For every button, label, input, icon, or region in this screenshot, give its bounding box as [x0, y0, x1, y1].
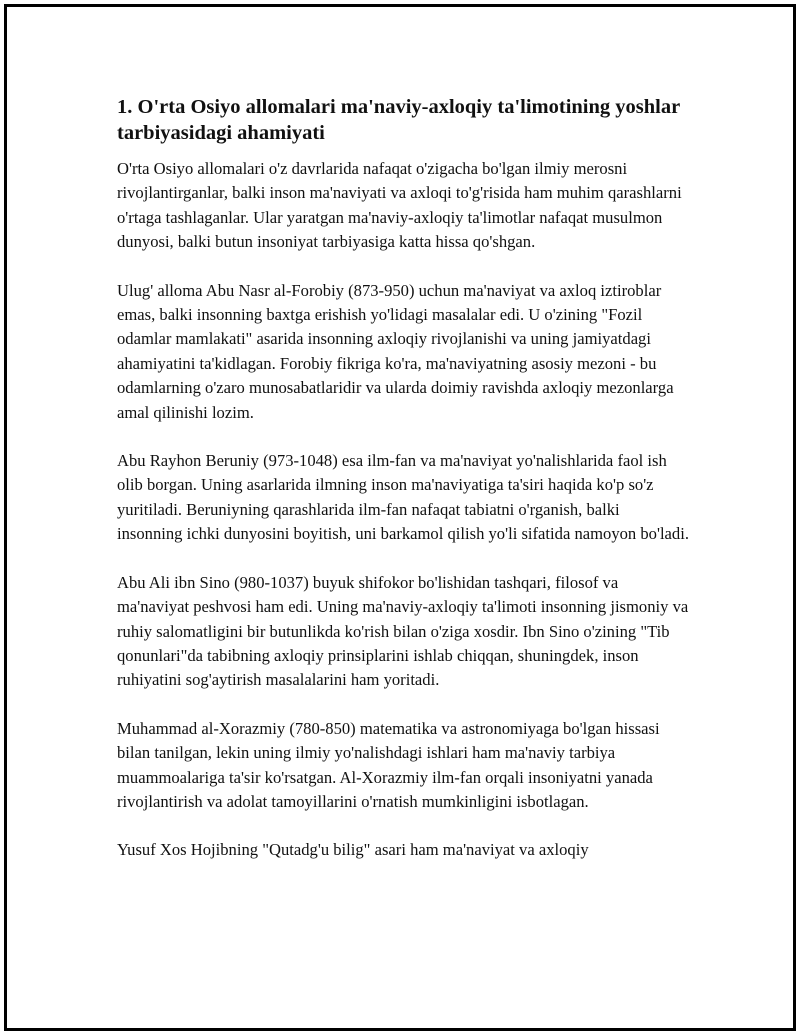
section-heading: 1. O'rta Osiyo allomalari ma'naviy-axloqiy ta'limotining yoshlar tarbiyasidagi ahamiyati [117, 96, 680, 144]
paragraph-yusuf-xos-hojib: Yusuf Xos Hojibning "Qutadg'u bilig" asari ham ma'naviyat va axloqiy [117, 840, 589, 860]
paragraph-ibn-sino: Abu Ali ibn Sino (980-1037) buyuk shifokor bo'lishidan tashqari, filosof va ma'naviyat peshvosi ham edi. Uning ma'naviy-axloqiy ta'limoti insonning jismoniy va ruhiy salomatligini bir butunlikda ko'rish bilan o'ziga xosdir. Ibn Sino o'zining "Tib qonunlari"da tabibning axloqiy prinsiplarini ishlab chiqqan, shuningdek, inson ruhiyatini sog'aytirish masalalarini ham yoritadi. [117, 572, 689, 690]
paragraph-intro: O'rta Osiyo allomalari o'z davrlarida nafaqat o'zigacha bo'lgan ilmiy merosni rivojlantirganlar, balki inson ma'naviyati va axloqi to'g'risida ham muhim qarashlarni o'rtaga tashlaganlar. Ular yaratgan ma'naviy-axloqiy ta'limotlar nafaqat musulmon dunyosi, balki butun insoniyat tarbiyasiga katta hissa qo'shgan. [117, 159, 682, 252]
paragraph-beruniy: Abu Rayhon Beruniy (973-1048) esa ilm-fan va ma'naviyat yo'nalishlarida faol ish olib borgan. Uning asarlarida ilmning inson ma'naviyatiga ta'siri haqida ko'p so'z yuritiladi. Beruniyning qarashlarida ilm-fan nafaqat tabiatni o'rganish, balki insonning ichki dunyosini boyitish, uni barkamol qilish yo'li sifatida namoyon bo'ladi. [117, 451, 689, 544]
document-body [117, 94, 689, 887]
paragraph-forobiy: Ulug' alloma Abu Nasr al-Forobiy (873-950) uchun ma'naviyat va axloq iztiroblar emas, balki insonning baxtga erishish yo'lidagi masalalar edi. U o'zining "Fozil odamlar mamlakati" asarida insonning axloqiy rivojlanishi va uning jamiyatdagi ahamiyatini ta'kidlagan. Forobiy fikriga ko'ra, ma'naviyatning asosiy mezoni - bu odamlarning o'zaro munosabatlaridir va ularda doimiy ravishda axloqiy mezonlarga amal qilinishi lozim. [117, 280, 674, 422]
paragraph-xorazmiy: Muhammad al-Xorazmiy (780-850) matematika va astronomiyaga bo'lgan hissasi bilan tanilgan, lekin uning ilmiy yo'nalishdagi ishlari ham ma'naviy tarbiya muammoalariga ta'sir ko'rsatgan. Al-Xorazmiy ilm-fan orqali insoniyatni yanada rivojlantirish va adolat tamoyillarini o'rnatish mumkinligini isbotlagan. [117, 718, 660, 811]
